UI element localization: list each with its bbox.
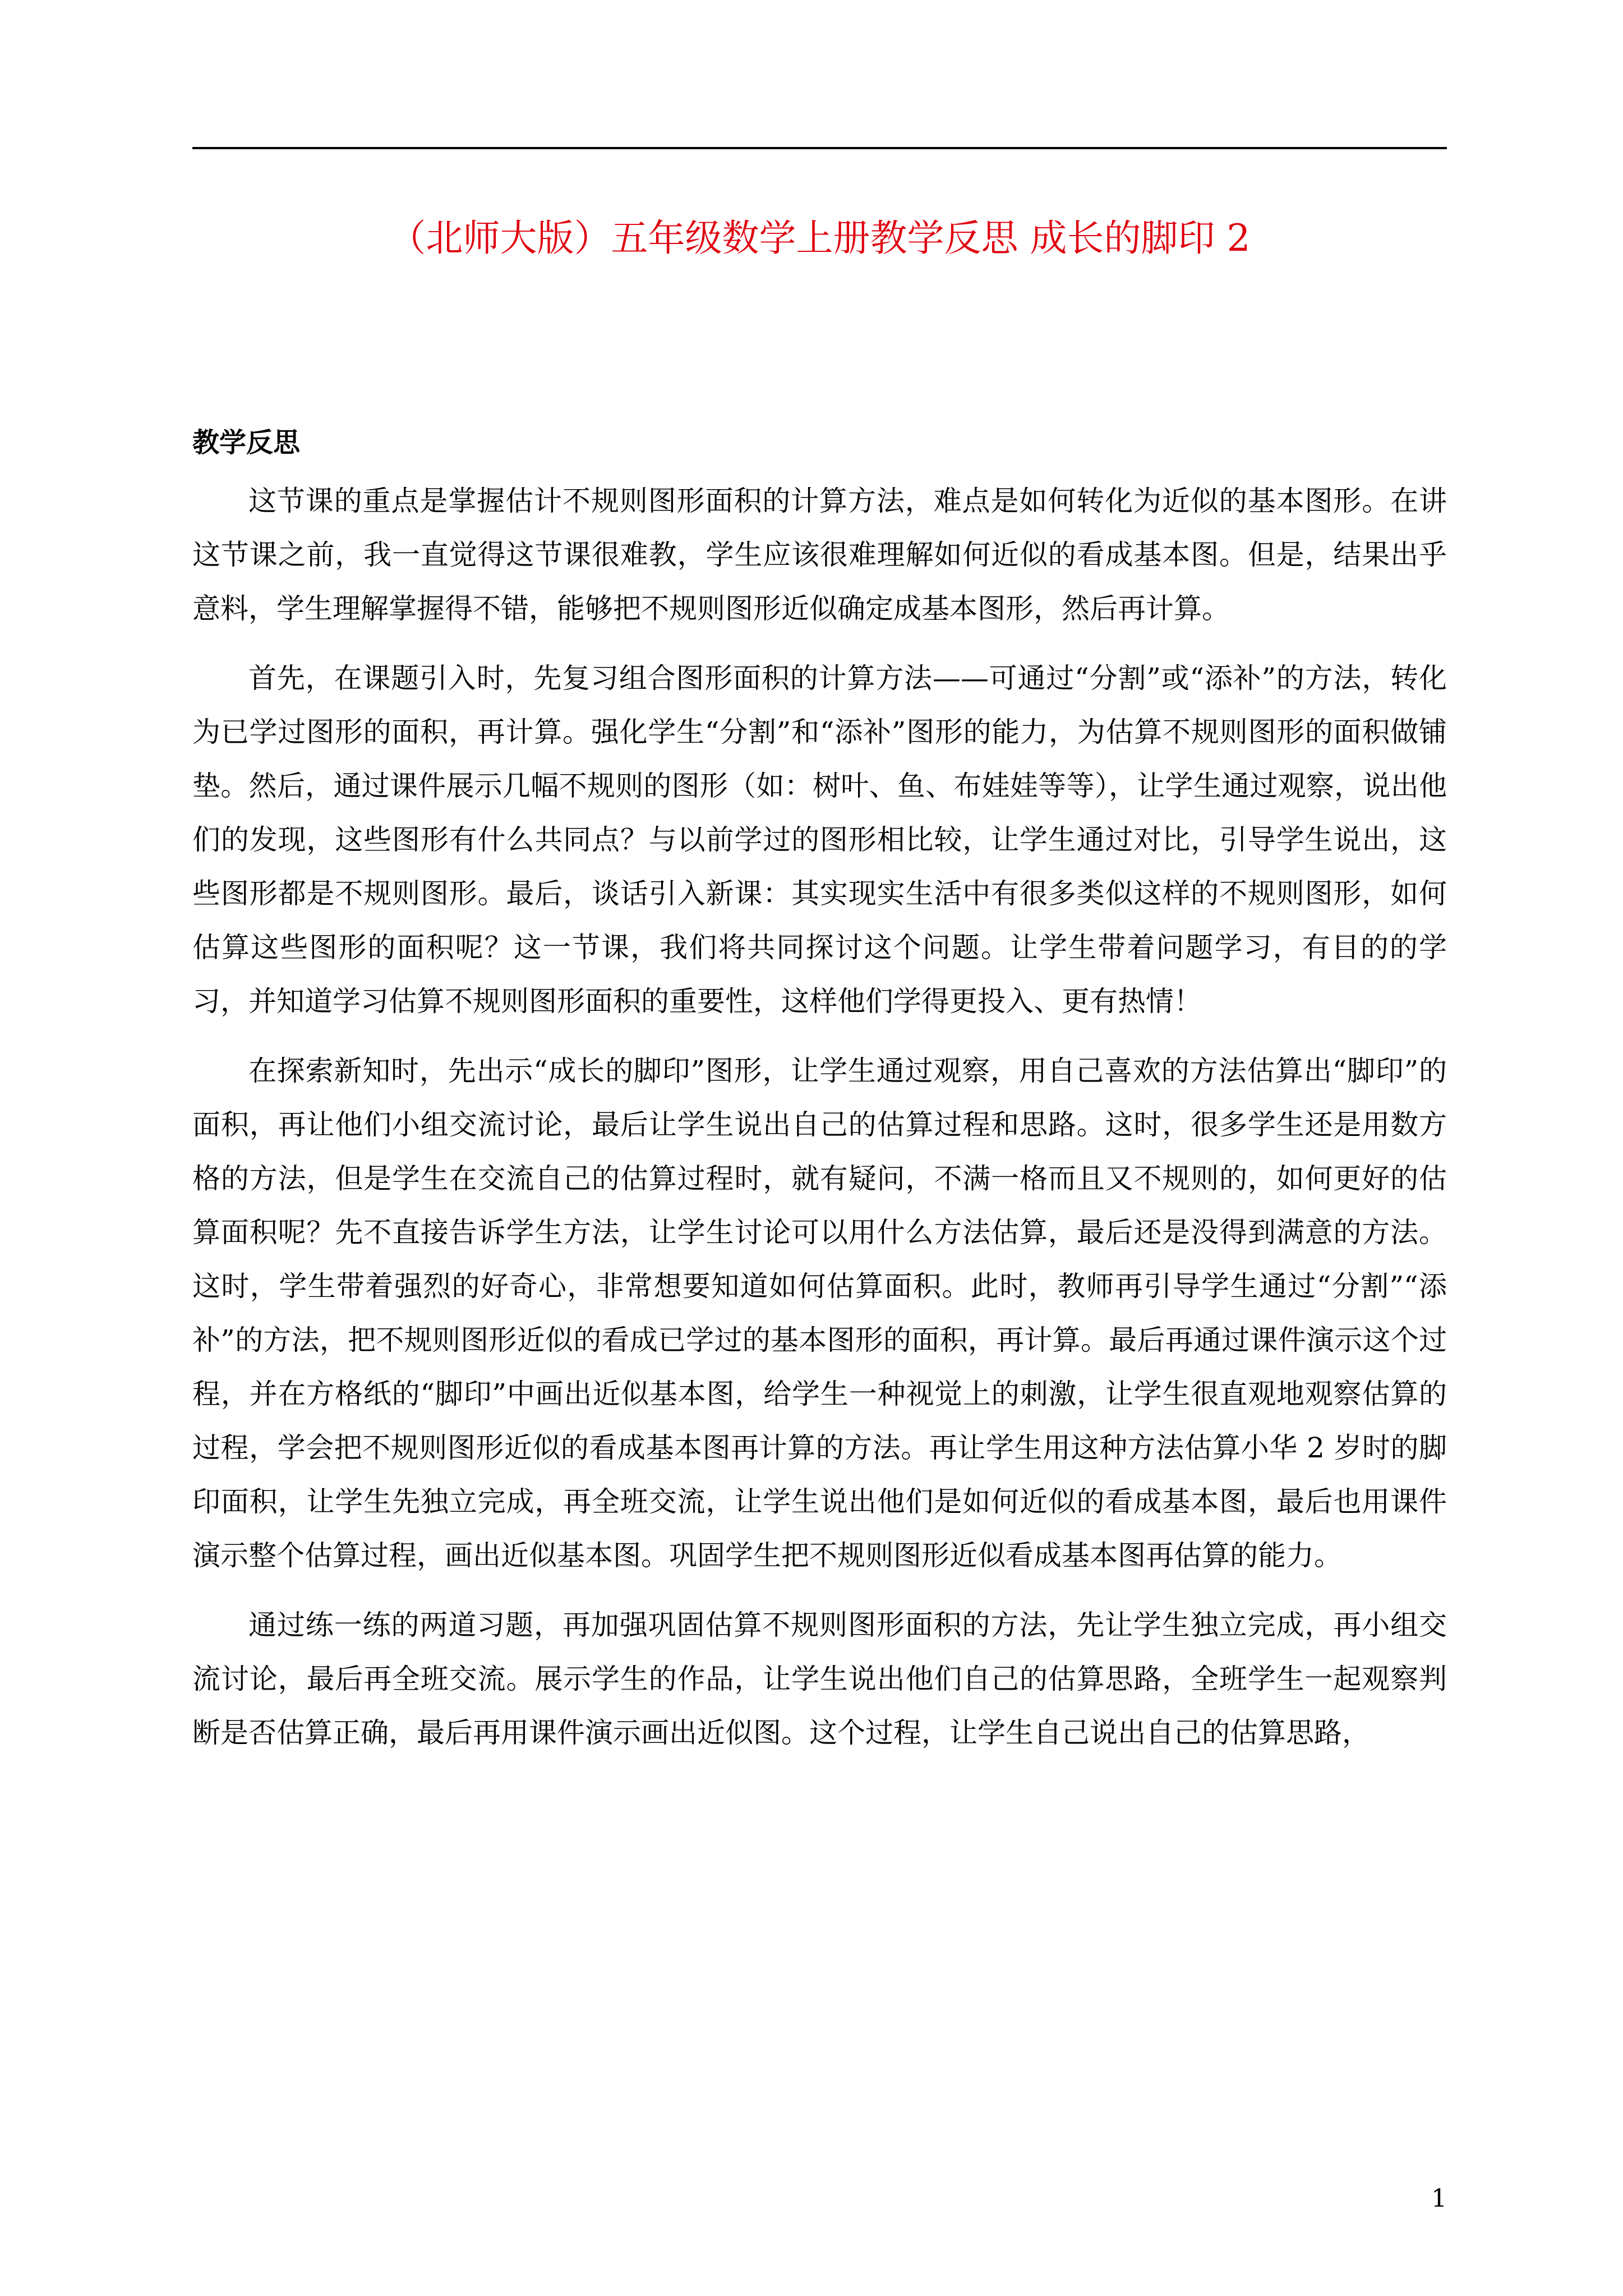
document-title: （北师大版）五年级数学上册教学反思 成长的脚印 2	[389, 217, 1251, 260]
document-body	[192, 418, 1447, 1775]
page-number: 1	[1431, 2184, 1447, 2213]
header-rule	[192, 147, 1447, 149]
paragraph-3: 在探索新知时，先出示“成长的脚印”图形，让学生通过观察，用自己喜欢的方法估算出“脚印”的面积，再让他们小组交流讨论，最后让学生说出自己的估算过程和思路。这时，很多学生还是用数方格的方法，但是学生在交流自己的估算过程时，就有疑问，不满一格而且又不规则的，如何更好的估算面积呢？先不直接告诉学生方法，让学生讨论可以用什么方法估算，最后还是没得到满意的方法。这时，学生带着强烈的好奇心，非常想要知道如何估算面积。此时，教师再引导学生通过“分割”“添补”的方法，把不规则图形近似的看成已学过的基本图形的面积，再计算。最后再通过课件演示这个过程，并在方格纸的“脚印”中画出近似基本图，给学生一种视觉上的刺激，让学生很直观地观察估算的过程，学会把不规则图形近似的看成基本图再计算的方法。再让学生用这种方法估算小华 2 岁时的脚印面积，让学生先独立完成，再全班交流，让学生说出他们是如何近似的看成基本图，最后也用课件演示整个估算过程，画出近似基本图。巩固学生把不规则图形近似看成基本图再估算的能力。	[192, 1055, 1447, 1572]
paragraph-2: 首先，在课题引入时，先复习组合图形面积的计算方法——可通过“分割”或“添补”的方法，转化为已学过图形的面积，再计算。强化学生“分割”和“添补”图形的能力，为估算不规则图形的面积做铺垫。然后，通过课件展示几幅不规则的图形（如：树叶、鱼、布娃娃等等），让学生通过观察，说出他们的发现，这些图形有什么共同点？与以前学过的图形相比较，让学生通过对比，引导学生说出，这些图形都是不规则图形。最后，谈话引入新课：其实现实生活中有很多类似这样的不规则图形，如何估算这些图形的面积呢？这一节课，我们将共同探讨这个问题。让学生带着问题学习，有目的的学习，并知道学习估算不规则图形面积的重要性，这样他们学得更投入、更有热情！	[192, 662, 1447, 1018]
section-heading: 教学反思	[192, 427, 301, 458]
paragraph-1: 这节课的重点是掌握估计不规则图形面积的计算方法，难点是如何转化为近似的基本图形。在讲这节课之前，我一直觉得这节课很难教，学生应该很难理解如何近似的看成基本图。但是，结果出乎意料，学生理解掌握得不错，能够把不规则图形近似确定成基本图形，然后再计算。	[192, 485, 1447, 625]
paragraph-4: 通过练一练的两道习题，再加强巩固估算不规则图形面积的方法，先让学生独立完成，再小组交流讨论，最后再全班交流。展示学生的作品，让学生说出他们自己的估算思路，全班学生一起观察判断是否估算正确，最后再用课件演示画出近似图。这个过程，让学生自己说出自己的估算思路，	[192, 1609, 1447, 1749]
